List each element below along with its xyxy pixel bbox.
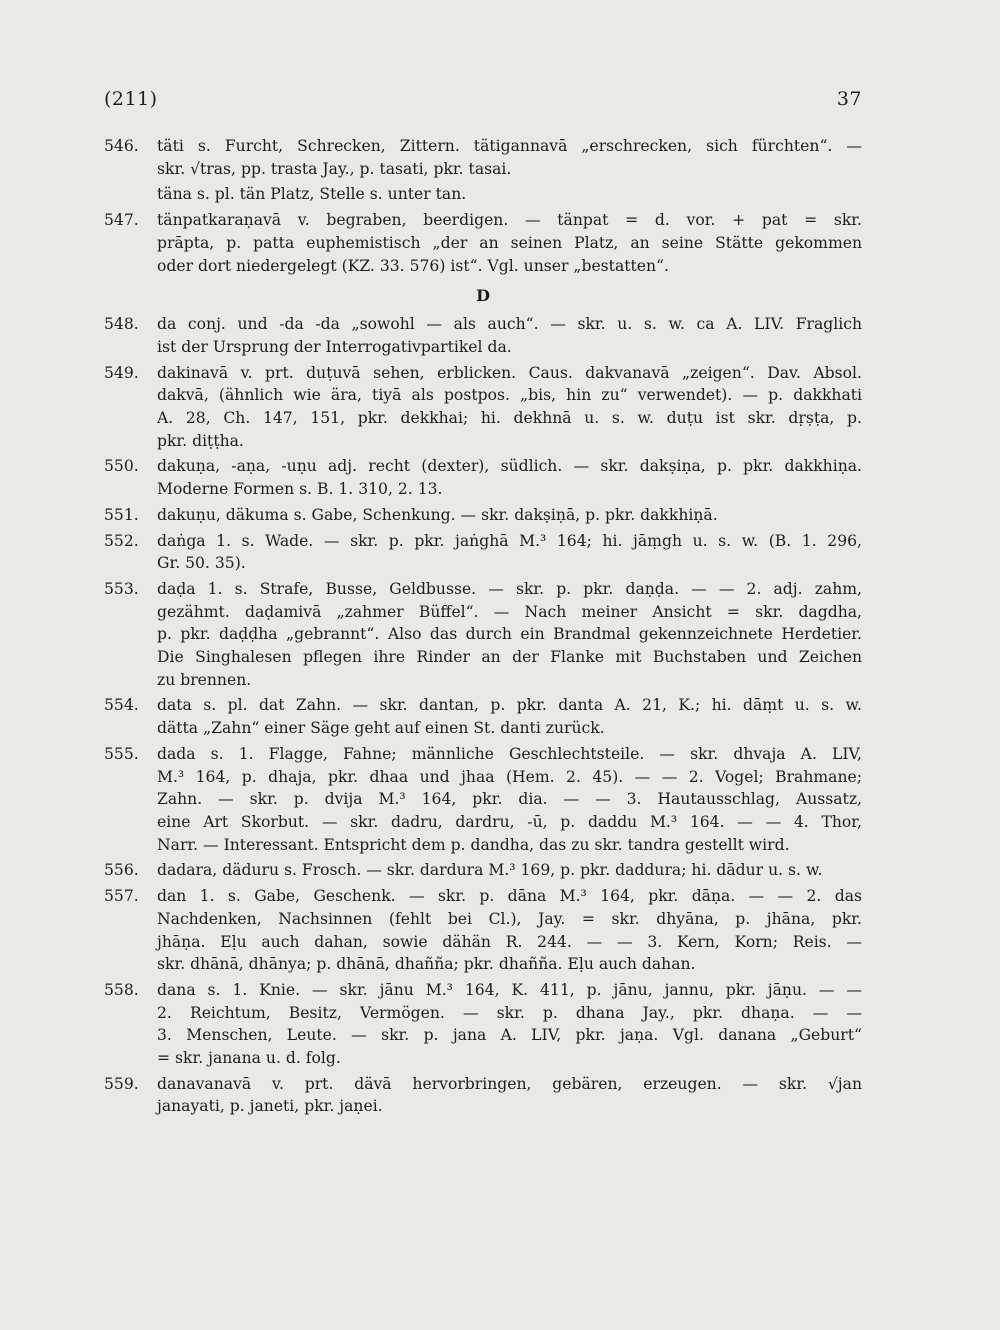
entry-number: 551. [104,505,139,524]
entry-line: täna s. pl. tän Platz, Stelle s. unter tan. [157,185,467,204]
entry-line: M.³ 164, p. dhaja, pkr. dhaa und jhaa (Hem. 2. 45). — — 2. Vogel; Brahmane; [157,767,862,786]
entry-line: Moderne Formen s. B. 1. 310, 2. 13. [157,480,443,499]
entry-number: 553. [104,579,139,598]
entries-before-section [104,135,862,277]
entry-line: zu brennen. [157,670,252,689]
entry-line: daḍa 1. s. Strafe, Busse, Geldbusse. — skr. p. pkr. daṇḍa. — — 2. adj. zahm, [157,579,862,598]
dictionary-entry [104,979,862,1070]
entry-line: skr. √tras, pp. trasta Jay., p. tasati, pkr. tasai. [157,159,512,178]
dictionary-entry [104,885,862,976]
entry-line: dakuṇu, däkuma s. Gabe, Schenkung. — skr. dakṣiṇā, p. pkr. dakkhiṇā. [157,505,718,524]
entry-line: Zahn. — skr. p. dvija M.³ 164, pkr. dia. — — 3. Hautausschlag, Aussatz, [157,790,862,809]
entry-line: eine Art Skorbut. — skr. dadru, dardru, -ū, p. daddu M.³ 164. — — 4. Thor, [157,812,862,831]
entry-line: Nachdenken, Nachsinnen (fehlt bei Cl.), Jay. = skr. dhyāna, p. jhāna, pkr. [157,909,862,928]
entry-line: data s. pl. dat Zahn. — skr. dantan, p. pkr. danta A. 21, K.; hi. dāṃt u. s. w. [157,696,862,715]
entry-line: danavanavā v. prt. dävā hervorbringen, gebären, erzeugen. — skr. √jan [157,1074,862,1093]
dictionary-entry [104,183,862,206]
entry-line: dana s. 1. Knie. — skr. jānu M.³ 164, K. 411, p. jānu, jannu, pkr. jāṇu. — — [157,980,862,999]
page-number: 37 [836,88,862,110]
entry-line: janayati, p. janeti, pkr. jaṇei. [157,1097,383,1116]
entry-line: Narr. — Interessant. Entspricht dem p. dandha, das zu skr. tandra gestellt wird. [157,835,790,854]
entry-line: dakinavā v. prt. duṭuvā sehen, erblicken. Caus. dakvanavā „zeigen“. Dav. Absol. [157,363,862,382]
entry-line: pkr. diṭṭha. [157,431,244,450]
entry-number: 548. [104,315,139,334]
entry-number: 559. [104,1074,139,1093]
entries-section-d [104,313,862,1118]
dictionary-entry [104,313,862,358]
entry-line: jhāṇa. Eḷu auch dahan, sowie dähän R. 244. — — 3. Kern, Korn; Reis. — [157,932,862,951]
dictionary-entry [104,1073,862,1118]
entry-line: Gr. 50. 35). [157,554,246,573]
dictionary-entry [104,743,862,857]
dictionary-entry [104,135,862,180]
entry-line: tänpatkaraṇavā v. begraben, beerdigen. — tänpat = d. vor. + pat = skr. [157,211,862,230]
entry-number: 554. [104,696,139,715]
dictionary-entry [104,694,862,739]
dictionary-entry [104,859,862,882]
entry-number: 546. [104,137,139,155]
entry-number: 552. [104,531,139,550]
entry-line: täti s. Furcht, Schrecken, Zittern. tätigannavā „erschrecken, sich fürchten“. — [157,137,862,155]
entry-line: ist der Ursprung der Interrogativpartikel da. [157,337,512,356]
dictionary-entries [104,135,862,1118]
entry-number: 550. [104,457,139,476]
dictionary-entry [104,455,862,500]
page-header [104,88,862,118]
entry-line: p. pkr. daḍḍha „gebrannt“. Also das durch ein Brandmal gekennzeichnete Herdetier. [157,625,862,644]
entry-line: dan 1. s. Gabe, Geschenk. — skr. p. dāna M.³ 164, pkr. dāṇa. — — 2. das [157,887,862,906]
entry-line: A. 28, Ch. 147, 151, pkr. dekkhai; hi. dekhnā u. s. w. duṭu ist skr. dṛṣṭa, p. [157,409,862,428]
section-letter: D [476,286,490,306]
entry-line: dadara, däduru s. Frosch. — skr. dardura M.³ 169, p. pkr. daddura; hi. dādur u. s. w. [157,861,823,880]
entry-line: Die Singhalesen pflegen ihre Rinder an der Flanke mit Buchstaben und Zeichen [157,648,862,667]
entry-line: gezähmt. daḍamivā „zahmer Büffel“. — Nach meiner Ansicht = skr. dagdha, [157,602,862,621]
entry-line: oder dort niedergelegt (KZ. 33. 576) ist“. Vgl. unser „bestatten“. [157,256,669,275]
entry-line: skr. dhānā, dhānya; p. dhānā, dhañña; pkr. dhañña. Eḷu auch dahan. [157,955,696,974]
entry-number: 558. [104,980,139,999]
entry-line: dakuṇa, -aṇa, -uṇu adj. recht (dexter), südlich. — skr. dakṣiṇa, p. pkr. dakkhiṇa. [157,457,862,476]
dictionary-entry [104,578,862,692]
entry-line: prāpta, p. patta euphemistisch „der an seinen Platz, an seine Stätte gekommen [157,233,862,252]
dictionary-entry [104,362,862,453]
entry-line: 3. Menschen, Leute. — skr. p. jana A. LIV, pkr. jaṇa. Vgl. danana „Geburt“ [157,1026,862,1045]
entry-line: dätta „Zahn“ einer Säge geht auf einen St. danti zurück. [157,719,605,738]
dictionary-entry [104,504,862,527]
entry-number: 547. [104,211,139,230]
entry-number: 556. [104,861,139,880]
entry-line: dakvā, (ähnlich wie ära, tiyā als postpos. „bis, hin zu“ verwendet). — p. dakkhati [157,386,862,405]
entry-line: da conj. und -da -da „sowohl — als auch“. — skr. u. s. w. ca A. LIV. Fraglich [157,315,862,334]
entry-line: daṅga 1. s. Wade. — skr. p. pkr. jaṅghā M.³ 164; hi. jāṃgh u. s. w. (B. 1. 296, [157,531,862,550]
dictionary-entry [104,209,862,277]
entry-line: = skr. janana u. d. folg. [157,1049,341,1068]
entry-line: 2. Reichtum, Besitz, Vermögen. — skr. p. dhana Jay., pkr. dhaṇa. — — [157,1003,862,1022]
dictionary-entry [104,530,862,575]
header-section-number: (211) [104,88,158,110]
entry-number: 549. [104,363,139,382]
entry-line: dada s. 1. Flagge, Fahne; männliche Geschlechtsteile. — skr. dhvaja A. LIV, [157,744,862,763]
entry-number: 555. [104,744,139,763]
entry-number: 557. [104,887,139,906]
